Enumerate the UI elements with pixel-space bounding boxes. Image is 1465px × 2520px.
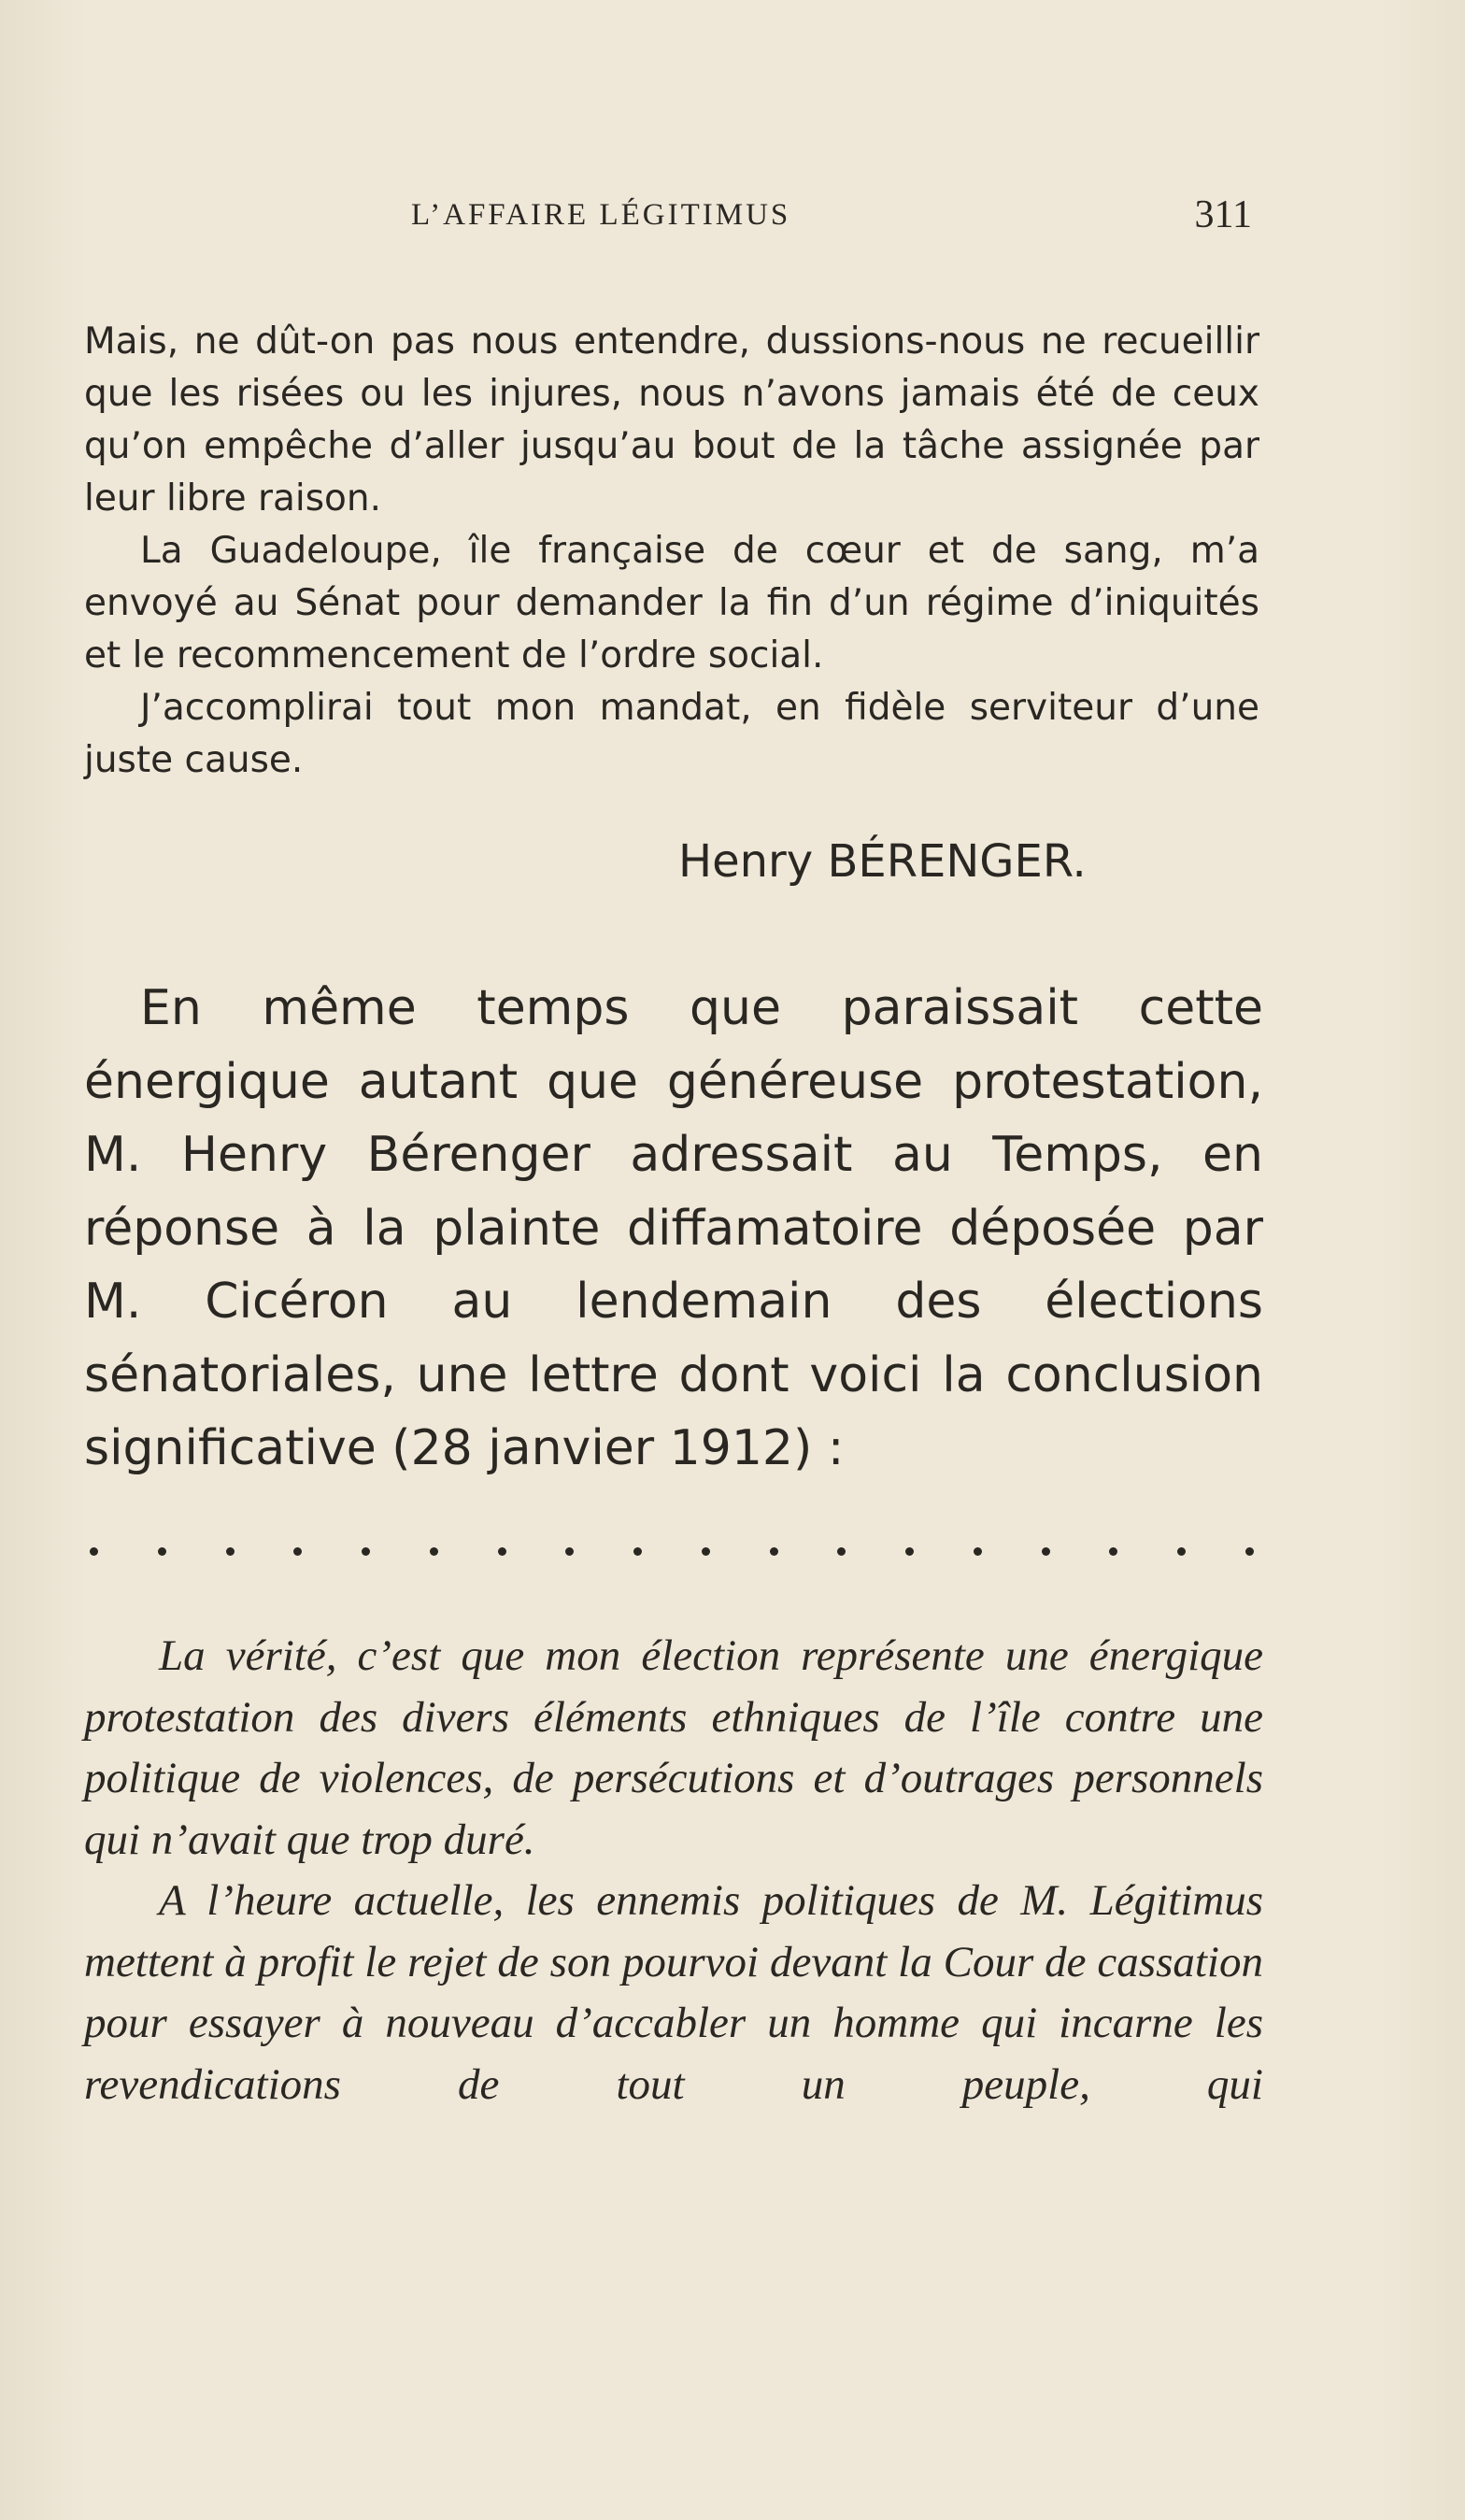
ellipsis-dot (1245, 1547, 1254, 1556)
ellipsis-dot (498, 1547, 506, 1556)
quotation-paragraph: La vérité, c’est que mon élection représente une énergique protestation des divers éléments ethniques de l’île contre une politique de violences, de persécutions et d’outrages personnels qui n’avait que trop duré. (84, 1631, 1263, 1864)
ellipsis-dot (1177, 1547, 1186, 1556)
ellipsis-dot (905, 1547, 914, 1556)
ellipsis-dot (770, 1547, 778, 1556)
narrative-paragraph-block (84, 972, 1263, 1486)
quotation-paragraph: A l’heure actuelle, les ennemis politiques de M. Légitimus mettent à profit le rejet de son pourvoi devant la Cour de cassation pour essayer à nouveau d’accabler un homme qui incarne les revendications de tout un peuple, qui (84, 1876, 1263, 2109)
ellipsis-dot (226, 1547, 235, 1556)
ellipsis-dot (837, 1547, 846, 1556)
ellipsis-dot (974, 1547, 982, 1556)
letter-paragraph: Mais, ne dût-on pas nous entendre, dussions-nous ne recueillir que les risées ou les injures, nous n’avons jamais été de ceux qu’on empêche d’aller jusqu’au bout de la tâche assignée par leur libre raison. (84, 320, 1259, 520)
letter-paragraph: J’accomplirai tout mon mandat, en fidèle serviteur d’une juste cause. (84, 687, 1259, 781)
ellipsis-dot (1042, 1547, 1050, 1556)
signature: Henry BÉRENGER. (678, 835, 1087, 888)
letter-paragraph: La Guadeloupe, île française de cœur et de sang, m’a envoyé au Sénat pour demander la fin d’un régime d’iniquités et le recommencement de l’ordre social. (84, 530, 1259, 676)
ellipsis-dots (90, 1532, 1254, 1570)
ellipsis-dot (430, 1547, 438, 1556)
page-number: 311 (1194, 193, 1252, 236)
narrative-paragraph: En même temps que paraissait cette énergique autant que généreuse protestation, M. Henry Bérenger adressait au Temps, en réponse à la plainte diffamatoire déposée par M. Cicéron au lendemain des élections sénatoriales, une lettre dont voici la conclusion significative (28 janvier 1912) : (84, 980, 1263, 1476)
running-title: L’AFFAIRE LÉGITIMUS (411, 198, 791, 232)
letter-excerpt (84, 316, 1259, 787)
ellipsis-dot (158, 1547, 166, 1556)
ellipsis-dot (362, 1547, 370, 1556)
ellipsis-dot (633, 1547, 642, 1556)
ellipsis-dot (565, 1547, 574, 1556)
ellipsis-dot (90, 1547, 98, 1556)
page-header (411, 193, 1252, 254)
ellipsis-dot (293, 1547, 302, 1556)
ellipsis-dot (1109, 1547, 1117, 1556)
quotation-block (84, 1626, 1263, 2115)
ellipsis-dot (702, 1547, 710, 1556)
